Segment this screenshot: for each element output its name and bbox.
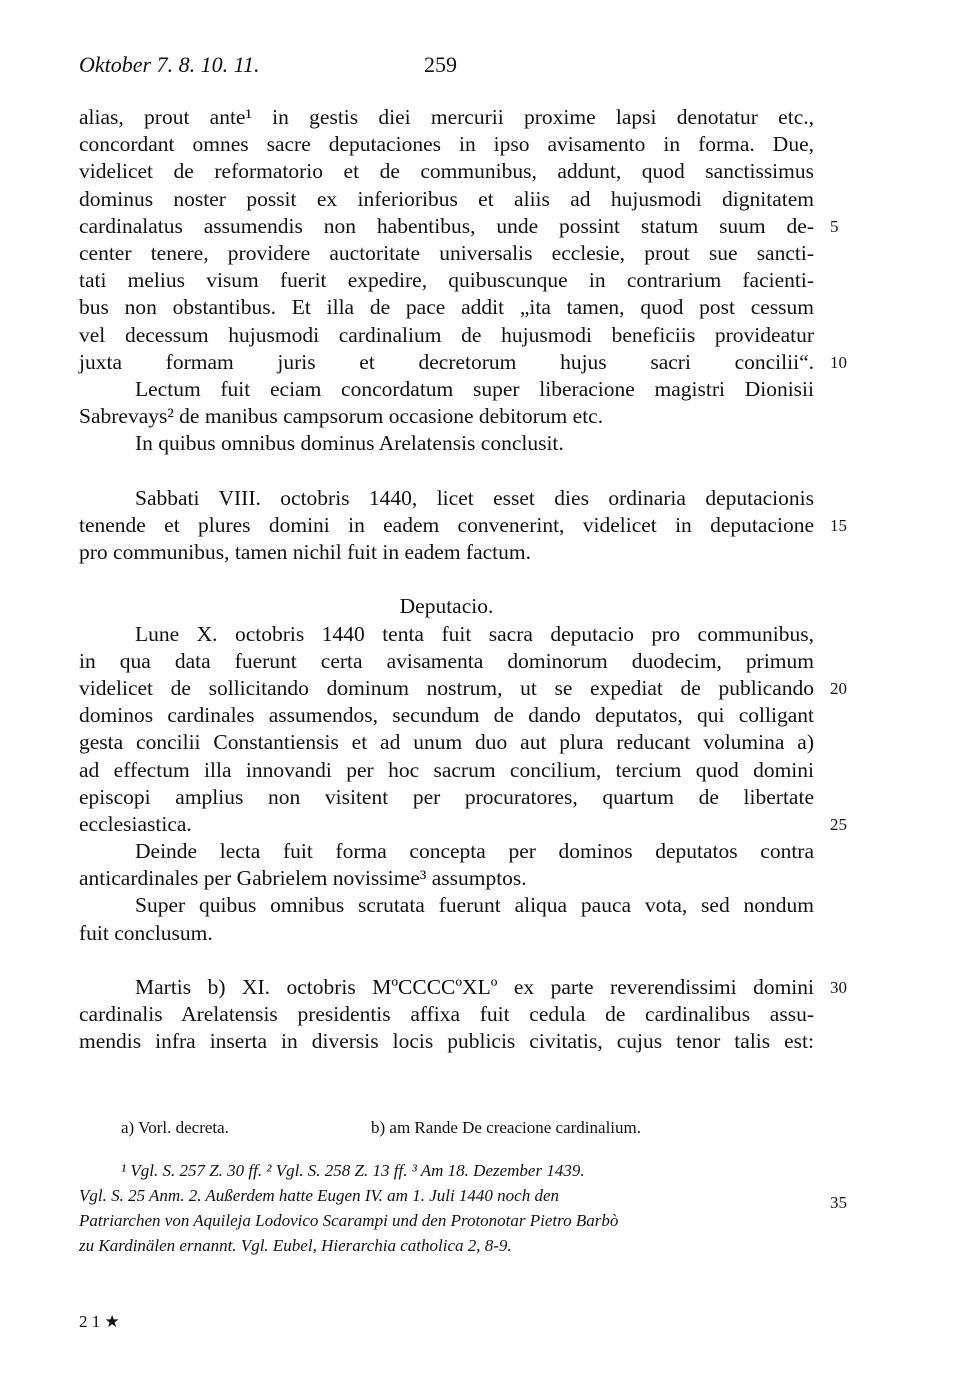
text-line: Super quibus omnibus scrutata fuerunt aliqua pauca vota, sed nondum <box>135 893 814 918</box>
line-number: 10 <box>830 352 847 372</box>
line-number: 25 <box>830 814 847 834</box>
line-number-35: 35 <box>830 1193 847 1212</box>
text-line: in qua data fuerunt certa avisamenta dominorum duodecim, primum <box>79 648 814 673</box>
line-number: 30 <box>830 978 847 997</box>
text-line: juxta formam juris et decretorum hujus sacri concilii“. 10 <box>79 349 814 376</box>
text-line: cardinalis Arelatensis presidentis affixa fuit cedula de cardinalibus assu- <box>79 1002 814 1027</box>
text-line: gesta concilii Constantiensis et ad unum duo aut plura reducant volumina a) <box>79 730 814 755</box>
text-line: ad effectum illa innovandi per hoc sacrum concilium, tercium quod domini <box>79 757 814 782</box>
text-line: concordant omnes sacre deputaciones in ipso avisamento in forma. Due, <box>79 132 814 157</box>
text-line: pro communibus, tamen nichil fuit in eadem factum. <box>79 540 531 564</box>
footnote-line: zu Kardinälen ernannt. Vgl. Eubel, Hierarchia catholica 2, 8-9. <box>79 1236 512 1255</box>
footnote-line: ¹ Vgl. S. 257 Z. 30 ff. ² Vgl. S. 258 Z. 13 ff. ³ Am 18. Dezember 1439. <box>121 1161 585 1180</box>
text-line: Lune X. octobris 1440 tenta fuit sacra deputacio pro communibus, <box>135 621 814 646</box>
text-line: cardinalatus assumendis non habentibus, unde possint statum suum de- 5 <box>79 213 814 240</box>
header-date-range: Oktober 7. 8. 10. 11. <box>79 52 260 77</box>
textual-note: a) Vorl. decreta. <box>121 1118 229 1137</box>
text-line: ecclesiastica. 25 <box>79 811 814 838</box>
text-line: Sabbati VIII. octobris 1440, licet esset dies ordinaria deputacionis <box>135 485 814 510</box>
text-line: videlicet de sollicitando dominum nostrum, ut se expediat de publicando 20 <box>79 675 814 702</box>
text-line: anticardinales per Gabrielem novissime³ assumptos. <box>79 866 527 891</box>
text-line: Lectum fuit eciam concordatum super liberacione magistri Dionisii <box>135 376 814 401</box>
text-line: vel decessum hujusmodi cardinalium de hujusmodi beneficiis provideatur <box>79 322 814 347</box>
footnote-line: Patriarchen von Aquileja Lodovico Scarampi und den Protonotar Pietro Barbò <box>79 1211 619 1230</box>
text-line: fuit conclusum. <box>79 920 213 945</box>
footnote-line: Vgl. S. 25 Anm. 2. Außerdem hatte Eugen IV. am 1. Juli 1440 noch den <box>79 1186 560 1205</box>
text-line: bus non obstantibus. Et illa de pace addit „ita tamen, quod post cessum <box>79 295 814 320</box>
text-line <box>79 457 814 484</box>
text-line: Sabrevays² de manibus campsorum occasione debitorum etc. <box>79 404 604 429</box>
page-number: 259 <box>424 52 457 77</box>
line-number: 5 <box>830 216 839 236</box>
section-heading: Deputacio. <box>399 594 494 619</box>
line-number: 20 <box>830 678 847 698</box>
text-line: In quibus omnibus dominus Arelatensis conclusit. <box>135 431 564 456</box>
main-text <box>79 104 847 1056</box>
text-line: mendis infra inserta in diversis locis publicis civitatis, cujus tenor talis est: <box>79 1029 814 1054</box>
running-header <box>79 52 830 82</box>
text-line: center tenere, providere auctoritate universalis ecclesie, prout sue sancti- <box>79 240 814 265</box>
text-line <box>79 566 814 593</box>
text-line: tenende et plures domini in eadem convenerint, videlicet in deputacione 15 <box>79 512 814 539</box>
signature-mark: 2 1 ★ <box>79 1312 120 1331</box>
text-line: tati melius visum fuerit expedire, quibuscunque in contrarium facienti- <box>79 268 814 293</box>
text-line: videlicet de reformatorio et de communibus, addunt, quod sanctissimus <box>79 159 814 184</box>
line-number: 15 <box>830 515 847 535</box>
text-line: dominus noster possit ex inferioribus et aliis ad hujusmodi dignitatem <box>79 186 814 211</box>
textual-notes <box>79 1115 814 1140</box>
text-line: Deinde lecta fuit forma concepta per dominos deputatos contra <box>135 839 814 864</box>
footnotes <box>79 1158 814 1258</box>
textual-note: b) am Rande De creacione cardinalium. <box>371 1118 641 1137</box>
text-line: episcopi amplius non visitent per procuratores, quartum de libertate <box>79 784 814 809</box>
text-line: alias, prout ante¹ in gestis diei mercurii proxime lapsi denotatur etc., <box>79 105 814 129</box>
text-line <box>79 947 814 974</box>
text-line: dominos cardinales assumendos, secundum de dando deputatos, qui colligant <box>79 703 814 728</box>
text-line: Martis b) XI. octobris MºCCCCºXLº ex parte reverendissimi domini 30 <box>79 974 814 1001</box>
